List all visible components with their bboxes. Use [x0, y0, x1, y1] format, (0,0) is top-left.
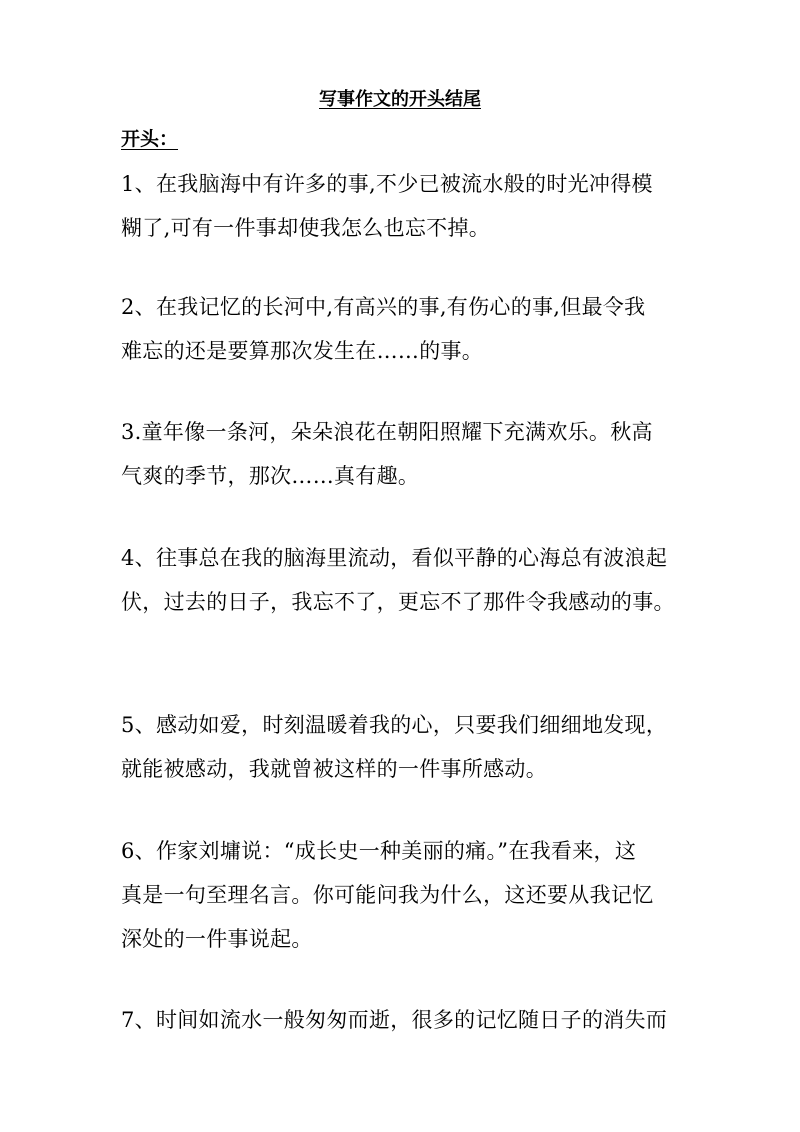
paragraph-4	[121, 536, 681, 624]
paragraph-line: 气爽的季节，那次……真有趣。	[121, 464, 420, 488]
paragraph-line: 2、在我记忆的长河中,有高兴的事,有伤心的事,但最令我	[121, 295, 646, 319]
section-heading-opening: 开头：	[121, 128, 179, 150]
document-title: 写事作文的开头结尾	[319, 89, 481, 110]
paragraph-2	[121, 285, 681, 373]
paragraph-line: 糊了,可有一件事却使我怎么也忘不掉。	[121, 216, 491, 240]
paragraph-3	[121, 410, 681, 498]
paragraph-5	[121, 703, 681, 791]
paragraph-line: 6、作家刘墉说：“成长史一种美丽的痛。”在我看来，这	[121, 839, 637, 863]
paragraph-1	[121, 162, 681, 250]
paragraph-7	[121, 998, 681, 1042]
paragraph-line: 深处的一件事说起。	[121, 927, 313, 951]
paragraph-line: 真是一句至理名言。你可能问我为什么，这还要从我记忆	[121, 883, 654, 907]
paragraph-line: 1、在我脑海中有许多的事,不少已被流水般的时光冲得模	[121, 172, 653, 196]
paragraph-line: 3.童年像一条河，朵朵浪花在朝阳照耀下充满欢乐。秋高	[121, 420, 653, 444]
paragraph-line: 4、往事总在我的脑海里流动，看似平静的心海总有波浪起	[121, 546, 668, 570]
paragraph-line: 7、时间如流水一般匆匆而逝，很多的记忆随日子的消失而	[121, 1008, 668, 1032]
paragraph-line: 难忘的还是要算那次发生在……的事。	[121, 339, 484, 363]
paragraph-line: 伏，过去的日子，我忘不了，更忘不了那件令我感动的事。	[121, 590, 675, 614]
paragraph-6	[121, 829, 681, 961]
paragraph-line: 就能被感动，我就曾被这样的一件事所感动。	[121, 757, 547, 781]
paragraph-line: 5、感动如爱，时刻温暖着我的心，只要我们细细地发现，	[121, 713, 668, 737]
